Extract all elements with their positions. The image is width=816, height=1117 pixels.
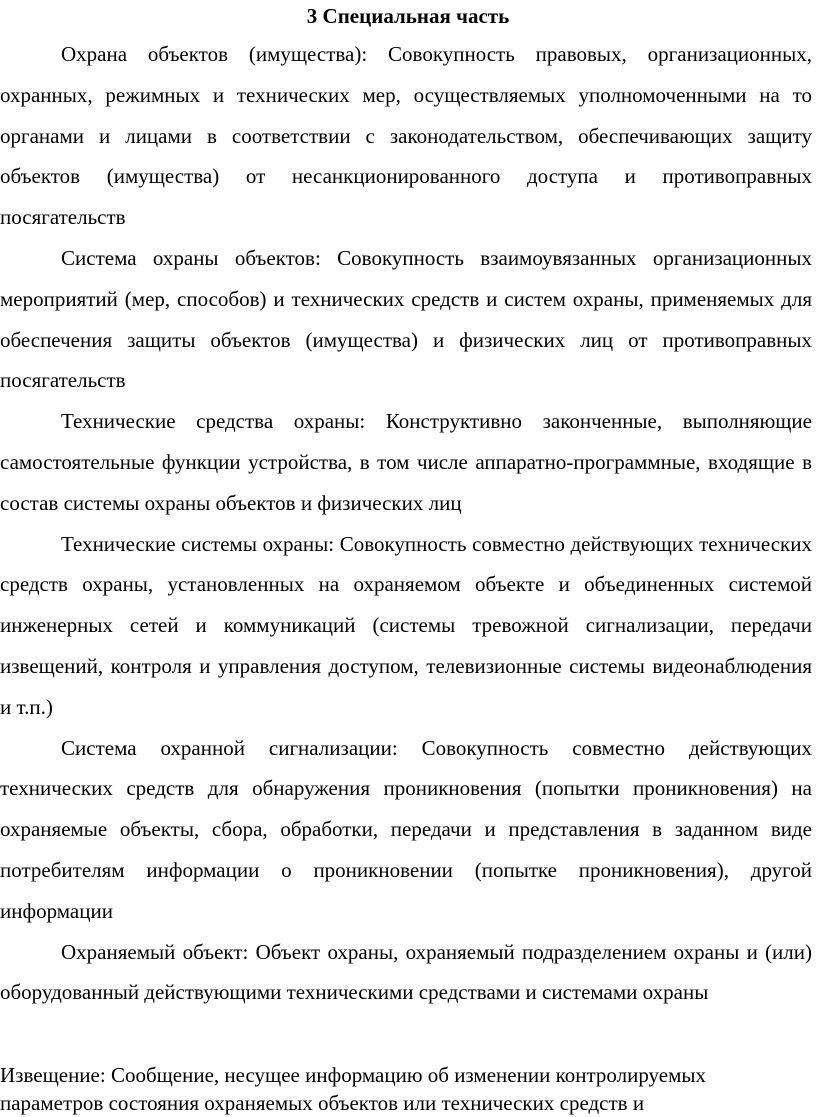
paragraph-technical-systems: Технические системы охраны: Совокупность совместно действующих технических средств охраны, установленных на охраняемом объекте и объединенных системой инженерных сетей и коммуникаций (системы тревожной сигнализации, передачи извещений, контроля и управления доступом, телевизионные системы видеонаблюдения и т.п.) [0,531,812,719]
paragraph-protected-object: Охраняемый объект: Объект охраны, охраняемый подразделением охраны и (или) оборудованный действующими техническими средствами и системами охраны [0,939,812,1005]
document-body [0,34,812,1013]
paragraph-object-protection: Охрана объектов (имущества): Совокупность правовых, организационных, охранных, режимных и технических мер, осуществляемых уполномоченными на то органами и лицами в соответствии с законодательством, обеспечивающих защиту объектов (имущества) от несанкционированного доступа и противоправных посягательств [0,42,812,230]
paragraph-notification-line-1: Извещение: Сообщение, несущее информацию об изменении контролируемых [0,1063,706,1087]
paragraph-protection-system: Система охраны объектов: Совокупность взаимоувязанных организационных мероприятий (мер, способов) и технических средств и систем охраны, применяемых для обеспечения защиты объектов (имущества) и физических лиц от противоправных посягательств [0,245,812,393]
section-heading: 3 Специальная часть [306,4,510,28]
paragraph-notification-line-2: параметров состояния охраняемых объектов или технических средств и [0,1091,645,1115]
paragraph-alarm-system: Система охранной сигнализации: Совокупность совместно действующих технических средств для обнаружения проникновения (попытки проникновения) на охраняемые объекты, сбора, обработки, передачи и представления в заданном виде потребителям информации о проникновении (попытке проникновения), другой информации [0,735,812,923]
paragraph-technical-means: Технические средства охраны: Конструктивно законченные, выполняющие самостоятельные функции устройства, в том числе аппаратно-программные, входящие в состав системы охраны объектов и физических лиц [0,409,812,515]
